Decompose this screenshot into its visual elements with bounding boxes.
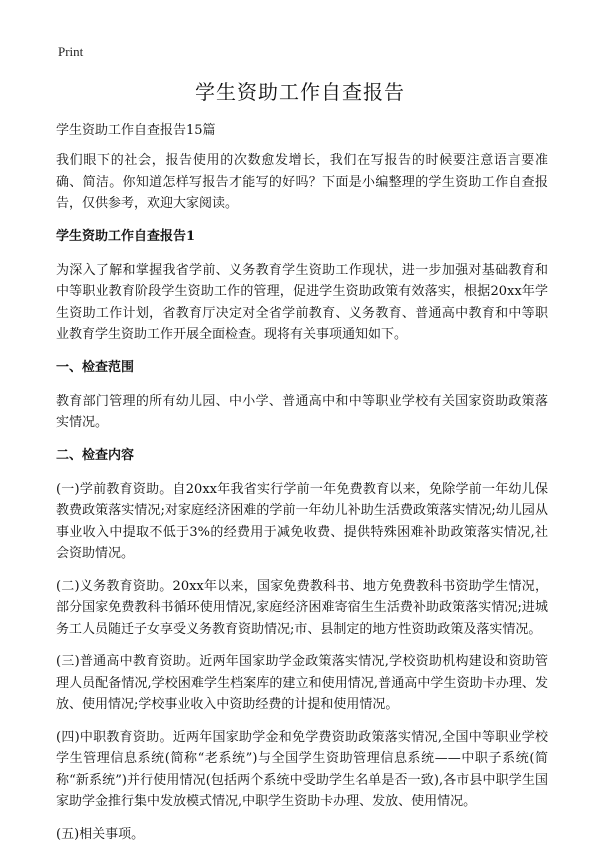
print-label[interactable]: Print [58, 44, 84, 59]
section-heading-content: 二、检查内容 [56, 447, 135, 463]
content-item-compulsory: (二)义务教育资助。20xx年以来，国家免费教科书、地方免费教科书资助学生情况，部分国家免费教科书循环使用情况,家庭经济困难寄宿生生活费补助政策落实情况;进城务工人员随迁子女享受义务教育资助情况;市、县制定的地方性资助政策及落实情况。 [56, 578, 548, 637]
content-item-preschool: (一)学前教育资助。自20xx年我省实行学前一年免费教育以来，免除学前一年幼儿保教费政策落实情况;对家庭经济困难的学前一年幼儿补助生活费政策落实情况;幼儿园从事业收入中提取不低于3%的经费用于减免收费、提供特殊困难补助政策落实情况,社会资助情况。 [56, 481, 548, 561]
content-item-related: (五)相关事项。 [56, 826, 145, 842]
document-subtitle: 学生资助工作自查报告15篇 [56, 123, 216, 138]
report-paragraph: 为深入了解和掌握我省学前、义务教育学生资助工作现状，进一步加强对基础教育和中等职业教育阶段学生资助工作的管理，促进学生资助政策有效落实，根据20xx年学生资助工作计划，省教育厅决定对全省学前教育、义务教育、普通高中教育和中等职业教育学生资助工作开展全面检查。现将有关事项通知如下。 [56, 262, 548, 342]
content-item-highschool: (三)普通高中教育资助。近两年国家助学金政策落实情况,学校资助机构建设和资助管理人员配备情况,学校困难学生档案库的建立和使用情况,普通高中学生资助卡办理、发放、使用情况;学校事业收入中资助经费的计提和使用情况。 [56, 654, 548, 712]
report-heading: 学生资助工作自查报告1 [56, 228, 196, 244]
section-heading-scope: 一、检查范围 [56, 359, 135, 375]
content-item-vocational: (四)中职教育资助。近两年国家助学金和免学费资助政策落实情况,全国中等职业学校学生管理信息系统(简称“老系统”)与全国学生资助管理信息系统——中职子系统(简称“新系统”)并行使用情况(包括两个系统中受助学生名单是否一致),各市县中职学生国家助学金推行集中发放模式情况,中职学生资助卡办理、发放、使用情况。 [56, 729, 548, 809]
intro-paragraph: 我们眼下的社会，报告使用的次数愈发增长，我们在写报告的时候要注意语言要准确、简洁。你知道怎样写报告才能写的好吗？下面是小编整理的学生资助工作自查报告，仅供参考，欢迎大家阅读。 [56, 153, 548, 211]
document-body [56, 120, 548, 856]
scope-paragraph: 教育部门管理的所有幼儿园、中小学、普通高中和中等职业学校有关国家资助政策落实情况。 [56, 393, 548, 430]
page-title: 学生资助工作自查报告 [195, 80, 405, 104]
